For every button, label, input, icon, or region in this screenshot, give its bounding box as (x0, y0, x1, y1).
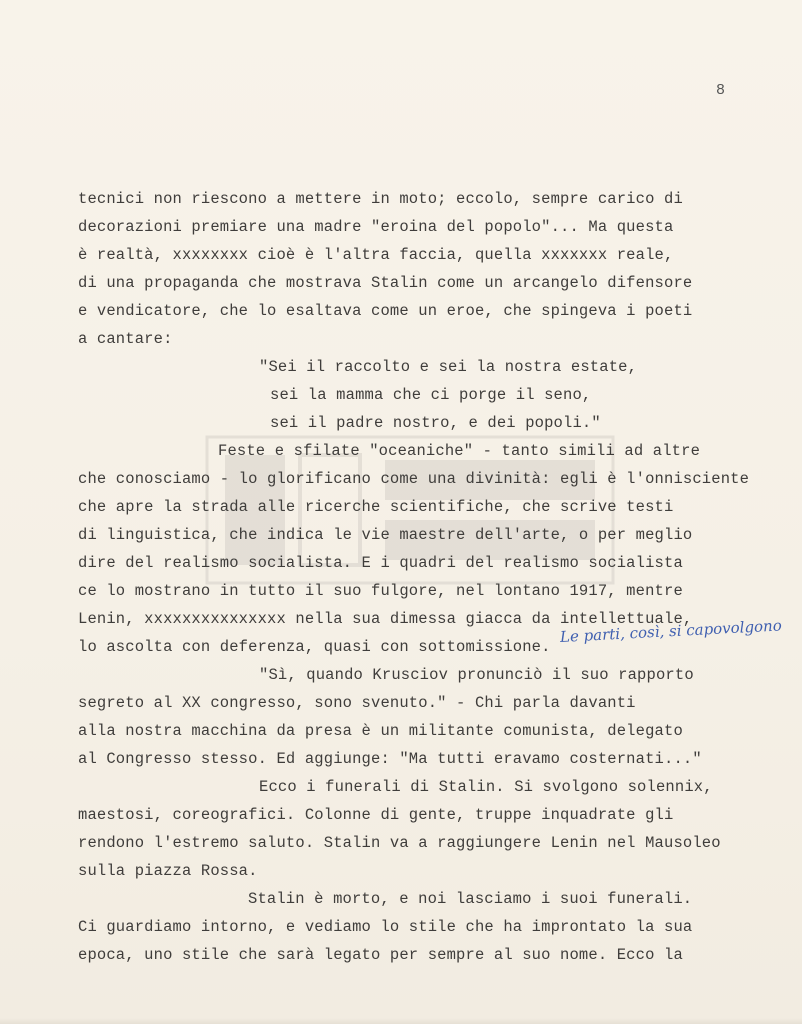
text-line: lo ascolta con deferenza, quasi con sottomissione. (78, 638, 551, 656)
text-line: "Sì, quando Krusciov pronunciò il suo rapporto (259, 666, 694, 684)
text-line: rendono l'estremo saluto. Stalin va a raggiungere Lenin nel Mausoleo (78, 834, 721, 852)
text-line: sulla piazza Rossa. (78, 862, 258, 880)
text-line: tecnici non riescono a mettere in moto; eccolo, sempre carico di (78, 190, 683, 208)
text-line: Lenin, xxxxxxxxxxxxxxx nella sua dimessa giacca da intellettuale, (78, 610, 693, 628)
text-line: Feste e sfilate "oceaniche" - tanto simili ad altre (218, 442, 701, 460)
text-line: ce lo mostrano in tutto il suo fulgore, nel lontano 1917, mentre (78, 582, 683, 600)
poem-line: sei il padre nostro, e dei popoli." (270, 414, 601, 432)
text-line: a cantare: (78, 330, 173, 348)
text-line: maestosi, coreografici. Colonne di gente, truppe inquadrate gli (78, 806, 674, 824)
text-line: e vendicatore, che lo esaltava come un eroe, che spingeva i poeti (78, 302, 693, 320)
text-line: epoca, uno stile che sarà legato per sempre al suo nome. Ecco la (78, 946, 683, 964)
text-line: che conosciamo - lo glorificano come una divinità: egli è l'onnisciente (78, 470, 750, 488)
text-line: alla nostra macchina da presa è un militante comunista, delegato (78, 722, 683, 740)
text-line: è realtà, xxxxxxxx cioè è l'altra faccia, quella xxxxxxx reale, (78, 246, 674, 264)
text-line: dire del realismo socialista. E i quadri del realismo socialista (78, 554, 683, 572)
text-line: segreto al XX congresso, sono svenuto." - Chi parla davanti (78, 694, 636, 712)
page-number: 8 (716, 82, 726, 99)
poem-line: "Sei il raccolto e sei la nostra estate, (259, 358, 638, 376)
text-line: di linguistica, che indica le vie maestre dell'arte, o per meglio (78, 526, 693, 544)
text-line: Stalin è morto, e noi lasciamo i suoi funerali. (248, 890, 693, 908)
text-line: Ecco i funerali di Stalin. Si svolgono solennix, (259, 778, 713, 796)
text-line: decorazioni premiare una madre "eroina del popolo"... Ma questa (78, 218, 674, 236)
text-line: al Congresso stesso. Ed aggiunge: "Ma tutti eravamo costernati..." (78, 750, 702, 768)
paper-edge (0, 1018, 802, 1024)
text-line: Ci guardiamo intorno, e vediamo lo stile che ha improntato la sua (78, 918, 693, 936)
poem-line: sei la mamma che ci porge il seno, (270, 386, 592, 404)
text-line: che apre la strada alle ricerche scientifiche, che scrive testi (78, 498, 674, 516)
handwritten-annotation: Le parti, così, si capovolgono (559, 616, 783, 646)
text-line: di una propaganda che mostrava Stalin come un arcangelo difensore (78, 274, 693, 292)
